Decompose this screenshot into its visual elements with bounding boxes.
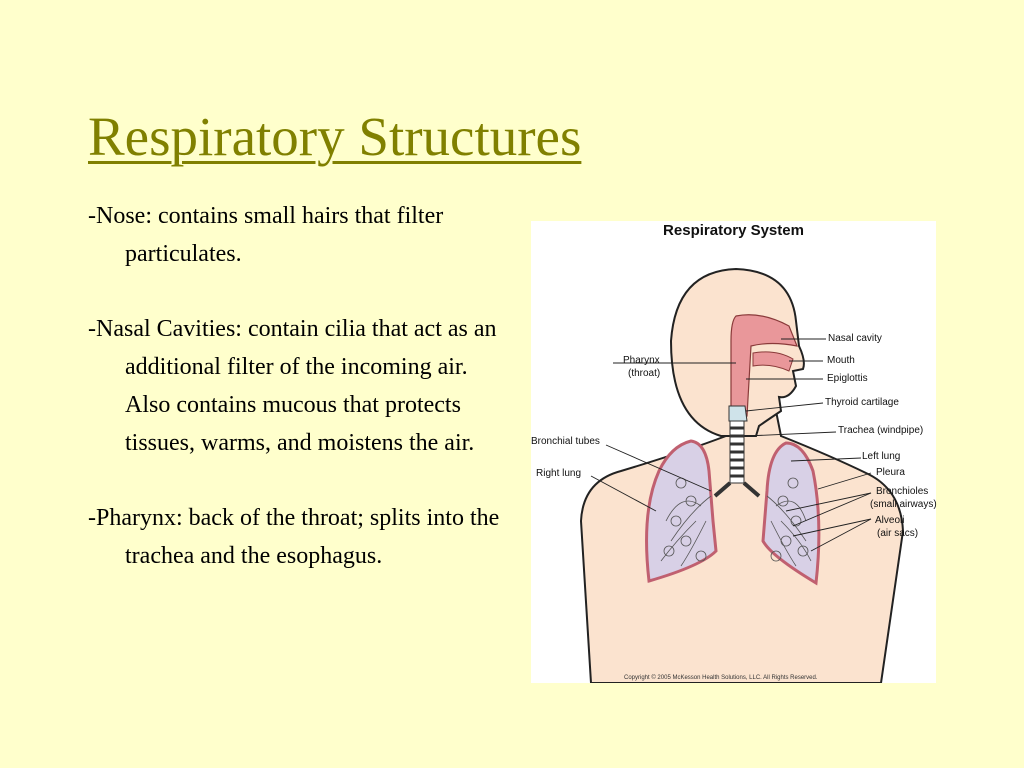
label-bronchioles-sub: (small airways) bbox=[870, 499, 937, 510]
bullet-nasal-cavities: -Nasal Cavities: contain cilia that act as an additional filter of the incoming air. Also contains mucous that protects tissues, warms, and moistens the air. bbox=[88, 316, 497, 456]
bullet-list bbox=[88, 197, 508, 612]
label-pharynx: Pharynx bbox=[623, 355, 660, 366]
label-trachea: Trachea (windpipe) bbox=[838, 425, 924, 436]
slide-title: Respiratory Structures bbox=[88, 106, 582, 167]
thyroid-cartilage-shape bbox=[729, 406, 747, 421]
copyright-notice: Copyright © 2005 McKesson Health Solutions, LLC. All Rights Reserved. bbox=[624, 675, 818, 681]
bullet-nose: -Nose: contains small hairs that filter particulates. bbox=[88, 203, 444, 267]
label-nasal-cavity: Nasal cavity bbox=[828, 333, 882, 344]
diagram-title: Respiratory System bbox=[663, 222, 804, 239]
label-bronchioles: Bronchioles bbox=[876, 486, 929, 497]
label-left-lung: Left lung bbox=[862, 451, 901, 462]
label-right-lung: Right lung bbox=[536, 468, 582, 479]
label-alveoli: Alveoli bbox=[875, 515, 905, 526]
label-pharynx-sub: (throat) bbox=[628, 368, 661, 379]
label-bronchial-tubes: Bronchial tubes bbox=[531, 436, 600, 447]
label-alveoli-sub: (air sacs) bbox=[877, 528, 919, 539]
respiratory-system-diagram bbox=[531, 221, 936, 683]
label-pleura: Pleura bbox=[876, 467, 905, 478]
label-thyroid-cartilage: Thyroid cartilage bbox=[825, 397, 899, 408]
label-mouth: Mouth bbox=[827, 355, 855, 366]
bullet-pharynx: -Pharynx: back of the throat; splits into the trachea and the esophagus. bbox=[88, 505, 500, 569]
label-epiglottis: Epiglottis bbox=[827, 373, 868, 384]
